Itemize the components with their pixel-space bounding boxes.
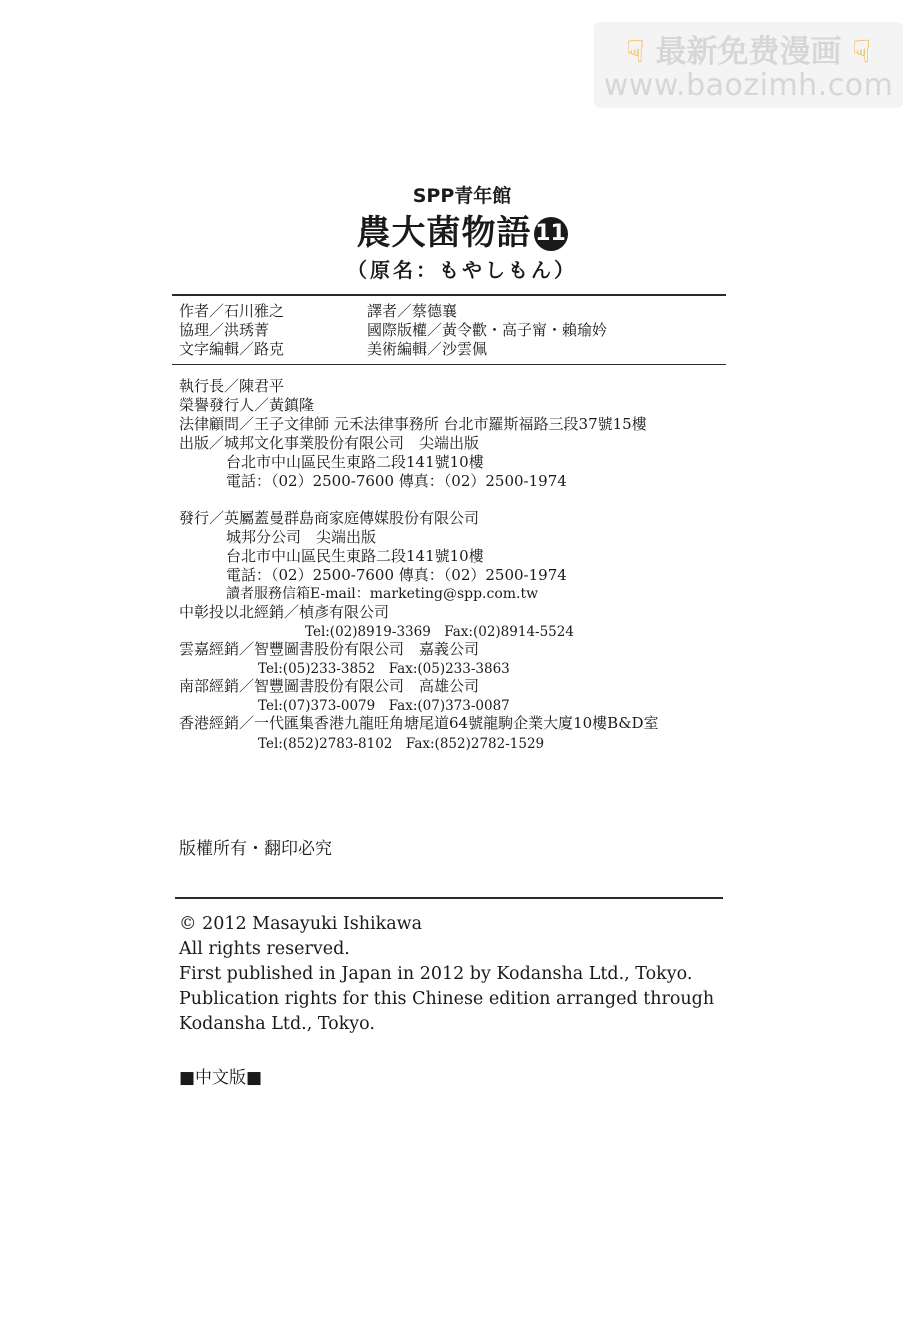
english-publisher: Kodansha Ltd., Tokyo. — [179, 1014, 375, 1034]
credit-editor: 文字編輯／路克 — [179, 340, 285, 358]
watermark-title — [606, 26, 891, 71]
credit-rights: 國際版權／黃令歡・高子甯・賴瑜妗 — [367, 321, 608, 339]
volume-badge: 11 — [534, 217, 568, 251]
divider-bottom — [175, 897, 723, 899]
english-rights: All rights reserved. — [179, 939, 350, 959]
watermark — [594, 22, 903, 108]
north-distributor: 中彰投以北經銷／楨彥有限公司 — [179, 603, 390, 621]
divider-middle — [172, 364, 726, 365]
pointing-hand-icon: ☟ — [625, 34, 645, 70]
watermark-url: www.baozimh.com — [603, 68, 894, 103]
english-copyright: © 2012 Masayuki Ishikawa — [179, 914, 423, 934]
north-distributor-contact: Tel:(02)8919-3369 Fax:(02)8914-5524 — [305, 624, 574, 640]
distributor-address: 台北市中山區民生東路二段141號10樓 — [226, 547, 484, 565]
chiayi-distributor-contact: Tel:(05)233-3852 Fax:(05)233-3863 — [258, 661, 510, 677]
ceo-line: 執行長／陳君平 — [179, 377, 285, 395]
reader-service-email: 讀者服務信箱E-mail：marketing@spp.com.tw — [226, 586, 539, 602]
credit-art-editor: 美術編輯／沙雲佩 — [367, 340, 488, 358]
pointing-hand-icon: ☟ — [852, 34, 872, 70]
publisher-phone: 電話：（02）2500-7600 傳真：（02）2500-1974 — [226, 472, 567, 490]
book-title — [0, 205, 924, 254]
legal-counsel-line: 法律顧問／王子文律師 元禾法律事務所 台北市羅斯福路三段37號15樓 — [179, 415, 647, 433]
chiayi-distributor: 雲嘉經銷／智豐圖書股份有限公司 嘉義公司 — [179, 640, 480, 658]
imprint-name: SPP青年館 — [412, 185, 512, 207]
publisher-address: 台北市中山區民生東路二段141號10樓 — [226, 453, 484, 471]
credit-author: 作者／石川雅之 — [179, 302, 285, 320]
english-first-published: First published in Japan in 2012 by Kodansha Ltd., Tokyo. — [179, 964, 693, 984]
honorary-publisher-line: 榮譽發行人／黃鎮隆 — [179, 396, 315, 414]
original-title: （原名：もやしもん） — [347, 258, 577, 282]
english-publication-rights: Publication rights for this Chinese edition arranged through — [179, 989, 715, 1009]
distributor-phone: 電話：（02）2500-7600 傳真：（02）2500-1974 — [226, 566, 567, 584]
south-distributor: 南部經銷／智豐圖書股份有限公司 高雄公司 — [179, 677, 480, 695]
copyright-notice: 版權所有・翻印必究 — [179, 839, 332, 859]
divider-top — [172, 294, 726, 296]
edition-label: ■中文版■ — [179, 1068, 263, 1088]
hongkong-distributor: 香港經銷／一代匯集香港九龍旺角塘尾道64號龍駒企業大廈10樓B&D室 — [179, 714, 659, 732]
publisher-line: 出版／城邦文化事業股份有限公司 尖端出版 — [179, 434, 480, 452]
watermark-line1: 最新免费漫画 — [655, 34, 842, 70]
credit-translator: 譯者／蔡德襄 — [367, 302, 458, 320]
distributor-branch: 城邦分公司 尖端出版 — [226, 528, 377, 546]
hongkong-distributor-contact: Tel:(852)2783-8102 Fax:(852)2782-1529 — [258, 736, 545, 752]
title-text: 農大菌物語 — [356, 213, 532, 253]
south-distributor-contact: Tel:(07)373-0079 Fax:(07)373-0087 — [258, 698, 510, 714]
distributor-line: 發行／英屬蓋曼群島商家庭傳媒股份有限公司 — [179, 509, 480, 527]
credit-assistant: 協理／洪琇菁 — [179, 321, 270, 339]
